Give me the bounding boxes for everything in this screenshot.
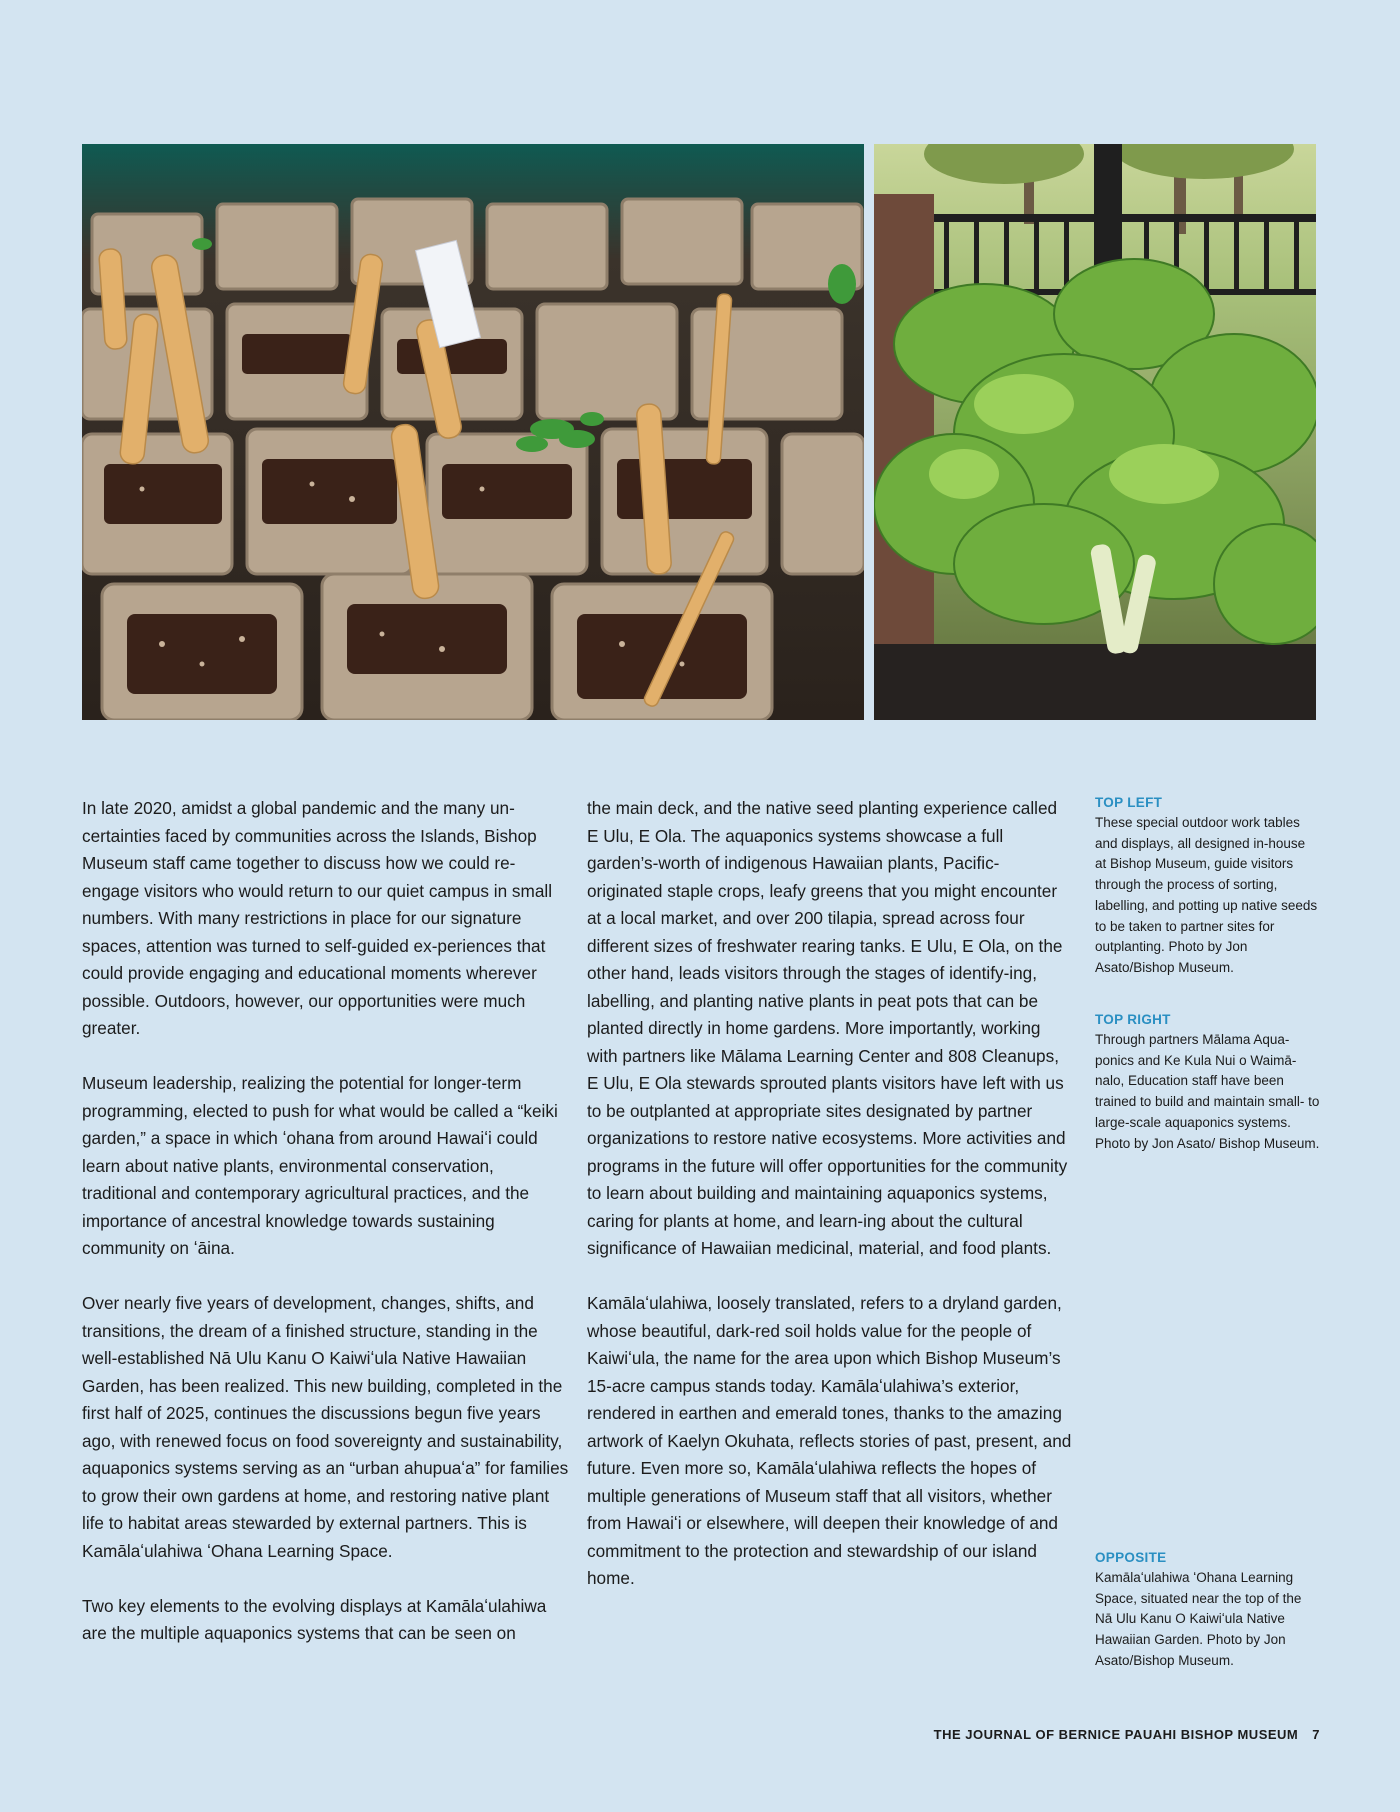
page-footer	[934, 1727, 1320, 1742]
body-column-1	[82, 795, 570, 1675]
leafy-greens-illustration	[874, 144, 1316, 720]
leafy-greens-photo	[874, 144, 1316, 720]
caption-top-right	[1095, 1012, 1320, 1154]
paragraph: the main deck, and the native seed planting experience called E Ulu, E Ola. The aquaponics systems showcase a full garden’s-worth of indigenous Hawaiian plants, Pacific-originated staple crops, leafy greens that you might encounter at a local market, and over 200 tilapia, spread across four different sizes of freshwater rearing tanks. E Ulu, E Ola, on the other hand, leads visitors through the stages of identify-ing, labelling, and planting native plants in peat pots that can be planted directly in home gardens. More importantly, working with partners like Mālama Learning Center and 808 Cleanups, E Ulu, E Ola stewards sprouted plants visitors have left with us to be outplanted at appropriate sites designated by partner organizations to restore native ecosystems. More activities and programs in the future will offer opportunities for the community to learn about building and maintaining aquaponics systems, caring for plants at home, and learn-ing about the cultural significance of Hawaiian medicinal, material, and food plants.	[587, 798, 1068, 1258]
seedling-pots-photo	[82, 144, 864, 720]
caption-heading: OPPOSITE	[1095, 1550, 1167, 1565]
caption-heading: TOP LEFT	[1095, 795, 1163, 810]
paragraph: Museum leadership, realizing the potential for longer-term programming, elected to push for what would be called a “keiki garden,” a space in which ʻohana from around Hawaiʻi could learn about native plants, environmental conservation, traditional and contemporary agricultural practices, and the importance of ancestral knowledge towards sustaining community on ʻāina.	[82, 1073, 558, 1258]
caption-text: Kamālaʻulahiwa ʻOhana Learning Space, situated near the top of the Nā Ulu Kanu O Kaiwiʻula Native Hawaiian Garden. Photo by Jon Asato/Bishop Museum.	[1095, 1570, 1302, 1668]
paragraph: In late 2020, amidst a global pandemic and the many un-certainties faced by communities across the Islands, Bishop Museum staff came together to discuss how we could re-engage visitors who would return to our quiet campus in small numbers. With many restrictions in place for our signature spaces, attention was turned to self-guided ex-periences that could provide engaging and educational moments wherever possible. Outdoors, however, our opportunities were much greater.	[82, 798, 553, 1038]
caption-top-left	[1095, 795, 1320, 979]
paragraph: Over nearly five years of development, changes, shifts, and transitions, the dream of a finished structure, standing in the well-established Nā Ulu Kanu O Kaiwiʻula Native Hawaiian Garden, has been realized. This new building, completed in the first half of 2025, continues the discussions begun five years ago, with renewed focus on food sovereignty and sustainability, aquaponics systems serving as an “urban ahupuaʻa” for families to grow their own gardens at home, and restoring native plant life to habitat areas stewarded by external partners. This is Kamālaʻulahiwa ʻOhana Learning Space.	[82, 1293, 569, 1561]
caption-heading: TOP RIGHT	[1095, 1012, 1171, 1027]
caption-text: These special outdoor work tables and displays, all designed in-house at Bishop Museum, guide visitors through the process of sorting, labelling, and potting up native seeds to be taken to partner sites for outplanting. Photo by Jon Asato/Bishop Museum.	[1095, 815, 1318, 975]
seedling-pots-illustration	[82, 144, 864, 720]
paragraph: Two key elements to the evolving displays at Kamālaʻulahiwa are the multiple aquaponics systems that can be seen on	[82, 1595, 547, 1643]
caption-opposite	[1095, 1550, 1320, 1672]
paragraph: Kamālaʻulahiwa, loosely translated, refers to a dryland garden, whose beautiful, dark-red soil holds value for the people of Kaiwiʻula, the name for the area upon which Bishop Museum’s 15-acre campus stands today. Kamālaʻulahiwa’s exterior, rendered in earthen and emerald tones, thanks to the amazing artwork of Kaelyn Okuhata, reflects stories of past, present, and future. Even more so, Kamālaʻulahiwa reflects the hopes of multiple generations of Museum staff that all visitors, whether from Hawaiʻi or elsewhere, will deepen their knowledge of and commitment to the protection and stewardship of our island home.	[587, 1293, 1072, 1588]
page-number: 7	[1312, 1727, 1320, 1742]
body-column-2	[587, 795, 1073, 1620]
caption-text: Through partners Mālama Aqua-ponics and Ke Kula Nui o Waimā-nalo, Education staff have been trained to build and maintain small- to large-scale aquaponics systems. Photo by Jon Asato/ Bishop Museum.	[1095, 1032, 1320, 1151]
journal-title: THE JOURNAL OF BERNICE PAUAHI BISHOP MUSEUM	[933, 1727, 1299, 1742]
